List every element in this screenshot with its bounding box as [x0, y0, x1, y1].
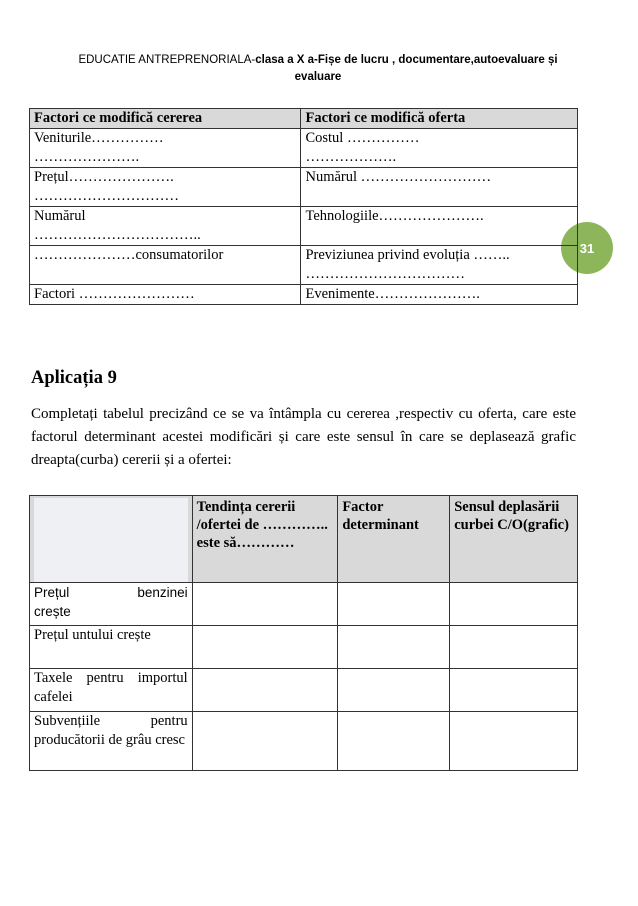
- cell-line: Tehnologiile………………….: [305, 208, 484, 224]
- table-row: [30, 129, 578, 168]
- factors-table: [29, 108, 578, 305]
- answer-cell[interactable]: [192, 583, 338, 626]
- answer-cell[interactable]: [450, 583, 578, 626]
- answer-cell[interactable]: [338, 669, 450, 712]
- answer-cell[interactable]: [450, 626, 578, 669]
- cell-line: Costul ……………: [305, 130, 420, 146]
- table-cell: [30, 207, 301, 246]
- table-cell: [30, 285, 301, 305]
- row-label-word: benzinei: [137, 585, 188, 600]
- answer-cell[interactable]: [192, 669, 338, 712]
- cell-line: Veniturile……………: [34, 130, 164, 146]
- table-row: [30, 583, 578, 626]
- table-row: [30, 246, 578, 285]
- answer-cell[interactable]: [450, 669, 578, 712]
- row-label-word: Prețul: [34, 585, 70, 600]
- answer-cell[interactable]: [338, 583, 450, 626]
- table-cell: [30, 246, 301, 285]
- application-title: Aplicația 9: [31, 368, 117, 388]
- document-header: [30, 52, 606, 86]
- cell-line: …………………………: [34, 188, 179, 204]
- factor-header: Factor determinant: [338, 496, 450, 583]
- cell-line: …………………consumatorilor: [34, 247, 224, 263]
- cell-line: ……………………………: [305, 266, 465, 282]
- empty-header-cell: [30, 496, 193, 583]
- cell-line: ………………….: [34, 149, 140, 165]
- table-cell: [301, 207, 578, 246]
- cell-line: Previziunea privind evoluția ……..: [305, 247, 510, 263]
- table-row: [30, 669, 578, 712]
- header-line-2: evaluare: [294, 71, 342, 83]
- page-number-badge: 31: [561, 222, 613, 274]
- cell-line: Evenimente………………….: [305, 286, 480, 302]
- row-label-cell: Prețul untului crește: [30, 626, 193, 669]
- header-subject: EDUCATIE ANTREPRENORIALA-: [78, 54, 256, 66]
- answer-cell[interactable]: [450, 712, 578, 771]
- table-cell: [301, 168, 578, 207]
- answer-cell[interactable]: [338, 712, 450, 771]
- answer-cell[interactable]: [192, 626, 338, 669]
- direction-header: Sensul deplasării curbei C/O(grafic): [450, 496, 578, 583]
- cell-line: Prețul………………….: [34, 169, 174, 185]
- trend-header: Tendința cererii /ofertei de ………….. este să…………: [192, 496, 338, 583]
- analysis-table: [29, 495, 578, 771]
- answer-cell[interactable]: [338, 626, 450, 669]
- cell-line: ……………………………..: [34, 227, 201, 243]
- analysis-table-header-row: [30, 496, 578, 583]
- supply-factors-header: Factori ce modifică oferta: [301, 109, 578, 129]
- table-row: [30, 207, 578, 246]
- table-cell: [301, 129, 578, 168]
- table-cell: [301, 246, 578, 285]
- table-cell: [30, 168, 301, 207]
- table-row: [30, 626, 578, 669]
- table-cell: [30, 129, 301, 168]
- row-label-word: crește: [34, 604, 71, 619]
- cell-line: Numărul: [34, 208, 86, 224]
- application-instructions: Completați tabelul precizând ce se va întâmpla cu cererea ,respectiv cu oferta, care este factorul determinant acestei modificări și care este sensul în care se deplasează grafic dreapta(curba) cererii și a ofertei:: [31, 406, 576, 468]
- table-row: [30, 168, 578, 207]
- cell-line: Factori ……………………: [34, 286, 195, 302]
- demand-factors-header: Factori ce modifică cererea: [30, 109, 301, 129]
- table-row: [30, 712, 578, 771]
- row-label-cell: Taxele pentru importul cafelei: [30, 669, 193, 712]
- table-cell: [301, 285, 578, 305]
- cell-line: ……………….: [305, 149, 397, 165]
- answer-cell[interactable]: [192, 712, 338, 771]
- row-label-cell: [30, 583, 193, 626]
- row-label-cell: Subvențiile pentru producătorii de grâu cresc: [30, 712, 193, 771]
- table-row: [30, 285, 578, 305]
- cell-line: Numărul ………………………: [305, 169, 492, 185]
- header-description: clasa a X a-Fișe de lucru , documentare,autoevaluare și: [255, 54, 558, 66]
- factors-table-header-row: [30, 109, 578, 129]
